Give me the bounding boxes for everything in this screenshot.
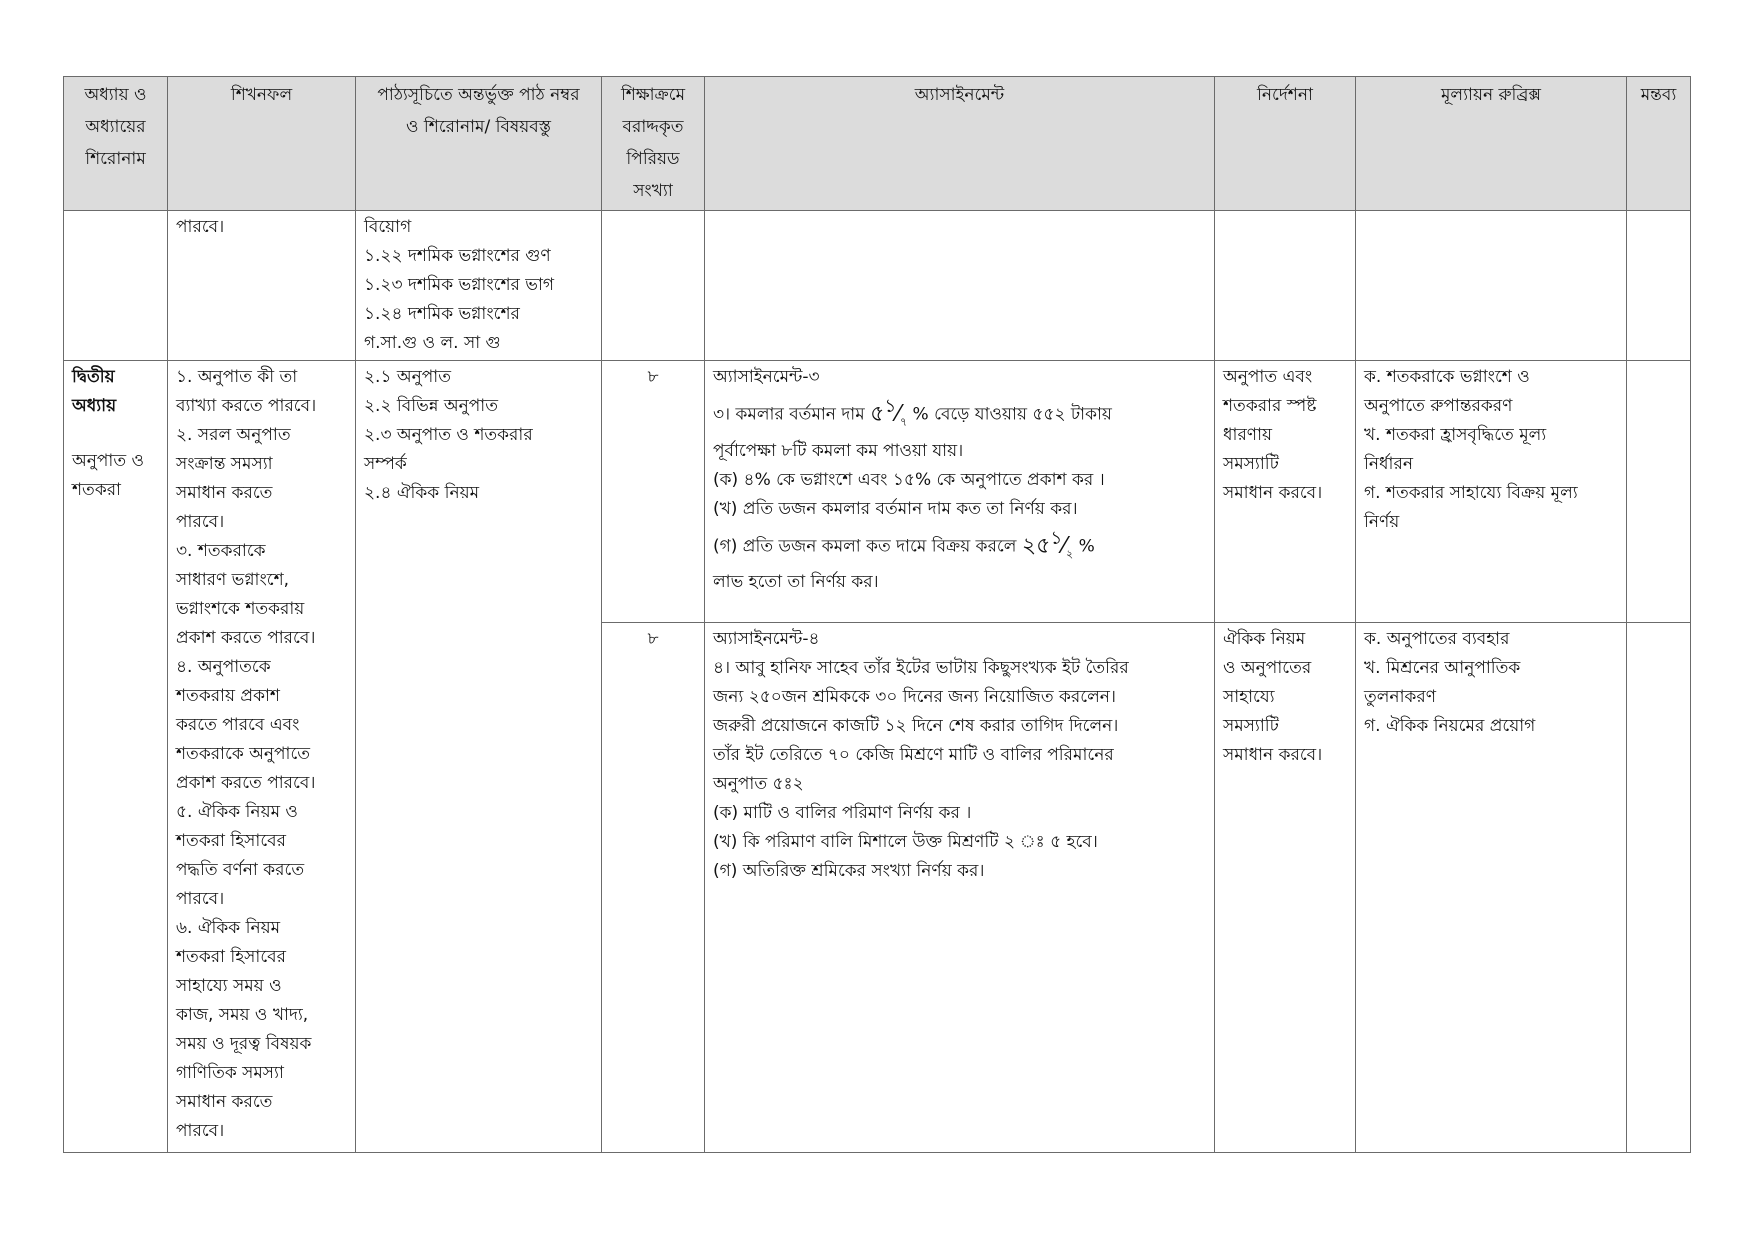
outcome-line: ২. সরল অনুপাত xyxy=(176,425,291,445)
outcome-line: ৩. শতকরাকে xyxy=(176,541,266,561)
cell-rubric-3: ক. শতকরাকে ভগ্নাংশে ও অনুপাতে রুপান্তরকরণ খ. শতকরা হ্রাসবৃদ্ধিতে মূল্য নির্ধারন গ. শতকরার সাহায্যে বিক্রয় মূল্য নির্ণয় xyxy=(1356,361,1627,623)
outcome-line: শতকরা হিসাবের xyxy=(176,831,286,851)
outcome-line: গাণিতিক সমস্যা xyxy=(176,1063,284,1083)
outcome-line: প্রকাশ করতে পারবে। xyxy=(176,773,316,793)
header-outcome: শিখনফল xyxy=(168,77,356,211)
outcome-line: প্রকাশ করতে পারবে। xyxy=(176,628,316,648)
outcome-line: করতে পারবে এবং xyxy=(176,715,300,735)
outcome-line: সাহায্যে সময় ও xyxy=(176,976,282,996)
assignment-3-part-c: (গ) প্রতি ডজন কমলা কত দামে বিক্রয় করলে $২৫^১⁄_২$ % xyxy=(713,524,1206,569)
cell-outcomes xyxy=(168,361,356,1153)
mixed-fraction: $৫^১⁄_৭$ xyxy=(870,396,908,429)
mixed-fraction: $২৫^১⁄_২$ xyxy=(1021,527,1074,561)
header-remarks: মন্তব্য xyxy=(1627,77,1691,211)
cell-chapter-title: দ্বিতীয় অধ্যায় অনুপাত ও শতকরা xyxy=(64,361,168,1153)
outcome-line: ৬. ঐকিক নিয়ম xyxy=(176,918,281,938)
outcome-line: কাজ, সময় ও খাদ্য, xyxy=(176,1005,309,1025)
cell-periods-3: ৮ xyxy=(602,361,705,623)
cell-remarks-4 xyxy=(1627,623,1691,1153)
outcome-line: সমাধান করতে xyxy=(176,483,273,503)
header-lessons: পাঠ্যসূচিতে অন্তর্ভুক্ত পাঠ নম্বর ও শিরোনাম/ বিষয়বস্তু xyxy=(356,77,602,211)
header-chapter: অধ্যায় ও অধ্যায়ের শিরোনাম xyxy=(64,77,168,211)
outcome-line: পারবে। xyxy=(176,1121,225,1141)
outcome-line: পারবে। xyxy=(176,889,225,909)
outcome-line: ৫. ঐকিক নিয়ম ও xyxy=(176,802,298,822)
cell-periods-4: ৮ xyxy=(602,623,705,1153)
header-assignment: অ্যাসাইনমেন্ট xyxy=(705,77,1215,211)
header-periods: শিক্ষাক্রমে বরাদ্দকৃত পিরিয়ড সংখ্যা xyxy=(602,77,705,211)
outcome-line: ভগ্নাংশকে শতকরায় xyxy=(176,599,305,619)
table-row xyxy=(64,361,1691,623)
outcome-line: ৪. অনুপাতকে xyxy=(176,657,271,677)
cell-periods xyxy=(602,211,705,361)
cell-remarks xyxy=(1627,211,1691,361)
cell-rubric-4: ক. অনুপাতের ব্যবহার খ. মিশ্রনের আনুপাতিক তুলনাকরণ গ. ঐকিক নিয়মের প্রয়োগ xyxy=(1356,623,1627,1153)
cell-assignment-4: অ্যাসাইনমেন্ট-৪ ৪। আবু হানিফ সাহেব তাঁর ইটের ভাটায় কিছুসংখ্যক ইট তৈরির জন্য ২৫০জন শ্রমিককে ৩০ দিনের জন্য নিয়োজিত করলেন। জরুরী প্রয়োজনে কাজটি ১২ দিনে শেষ করার তাগিদ দিলেন। তাঁর ইট তেরিতে ৭০ কেজি মিশ্রণে মাটি ও বালির পরিমানের অনুপাত ৫ঃ২ (ক) মাটি ও বালির পরিমাণ নির্ণয় কর । (খ) কি পরিমাণ বালি মিশালে উক্ত মিশ্রণটি ২ ঃ ৫ হবে। (গ) অতিরিক্ত শ্রমিকের সংখ্যা নির্ণয় কর। xyxy=(705,623,1215,1153)
outcome-line: শতকরাকে অনুপাতে xyxy=(176,744,311,764)
table-row xyxy=(64,211,1691,361)
outcome-line: সংক্রান্ত সমস্যা xyxy=(176,454,273,474)
outcome-line: পদ্ধতি বর্ণনা করতে xyxy=(176,860,305,880)
header-row xyxy=(64,77,1691,211)
outcome-line: সাধারণ ভগ্নাংশে, xyxy=(176,570,290,590)
outcomes-list xyxy=(176,363,347,1146)
cell-remarks-3 xyxy=(1627,361,1691,623)
header-rubric: মূল্যায়ন রুব্রিক্স xyxy=(1356,77,1627,211)
outcome-line: ১. অনুপাত কী তা xyxy=(176,367,298,387)
assignment-3-question: ৩। কমলার বর্তমান দাম $৫^১⁄_৭$ % বেড়ে যাওয়ায় ৫৫২ টাকায় xyxy=(713,392,1206,437)
cell-guidance xyxy=(1215,211,1356,361)
outcome-line: শতকরা হিসাবের xyxy=(176,947,286,967)
cell-chapter-lessons: ২.১ অনুপাত ২.২ বিভিন্ন অনুপাত ২.৩ অনুপাত ও শতকরার সম্পর্ক ২.৪ ঐকিক নিয়ম xyxy=(356,361,602,1153)
header-guidance: নির্দেশনা xyxy=(1215,77,1356,211)
cell-chapter xyxy=(64,211,168,361)
cell-guidance-4: ঐকিক নিয়ম ও অনুপাতের সাহায্যে সমস্যাটি সমাধান করবে। xyxy=(1215,623,1356,1153)
cell-guidance-3: অনুপাত এবং শতকরার স্পষ্ট ধারণায় সমস্যাটি সমাধান করবে। xyxy=(1215,361,1356,623)
outcome-line: সময় ও দূরত্ব বিষয়ক xyxy=(176,1034,312,1054)
cell-assignment xyxy=(705,211,1215,361)
outcome-line: পারবে। xyxy=(176,512,225,532)
lesson-plan-table xyxy=(63,76,1691,1153)
cell-rubric xyxy=(1356,211,1627,361)
outcome-line: ব্যাখ্যা করতে পারবে। xyxy=(176,396,317,416)
cell-assignment-3: অ্যাসাইনমেন্ট-৩ ৩। কমলার বর্তমান দাম $৫^১⁄_৭$ % বেড়ে যাওয়ায় ৫৫২ টাকায় পূর্বাপেক্ষা ৮টি কমলা কম পাওয়া যায়। (ক) ৪% কে ভগ্নাংশে এবং ১৫% কে অনুপাতে প্রকাশ কর । (খ) প্রতি ডজন কমলার বর্তমান দাম কত তা নির্ণয় কর। (গ) প্রতি ডজন কমলা কত দামে বিক্রয় করলে $২৫^১⁄_২$ % লাভ হতো তা নির্ণয় কর। xyxy=(705,361,1215,623)
outcome-line: সমাধান করতে xyxy=(176,1092,273,1112)
cell-lessons: বিয়োগ ১.২২ দশমিক ভগ্নাংশের গুণ ১.২৩ দশমিক ভগ্নাংশের ভাগ ১.২৪ দশমিক ভগ্নাংশের গ.সা.গু ও ল. সা গু xyxy=(356,211,602,361)
cell-outcome: পারবে। xyxy=(168,211,356,361)
outcome-line: শতকরায় প্রকাশ xyxy=(176,686,280,706)
